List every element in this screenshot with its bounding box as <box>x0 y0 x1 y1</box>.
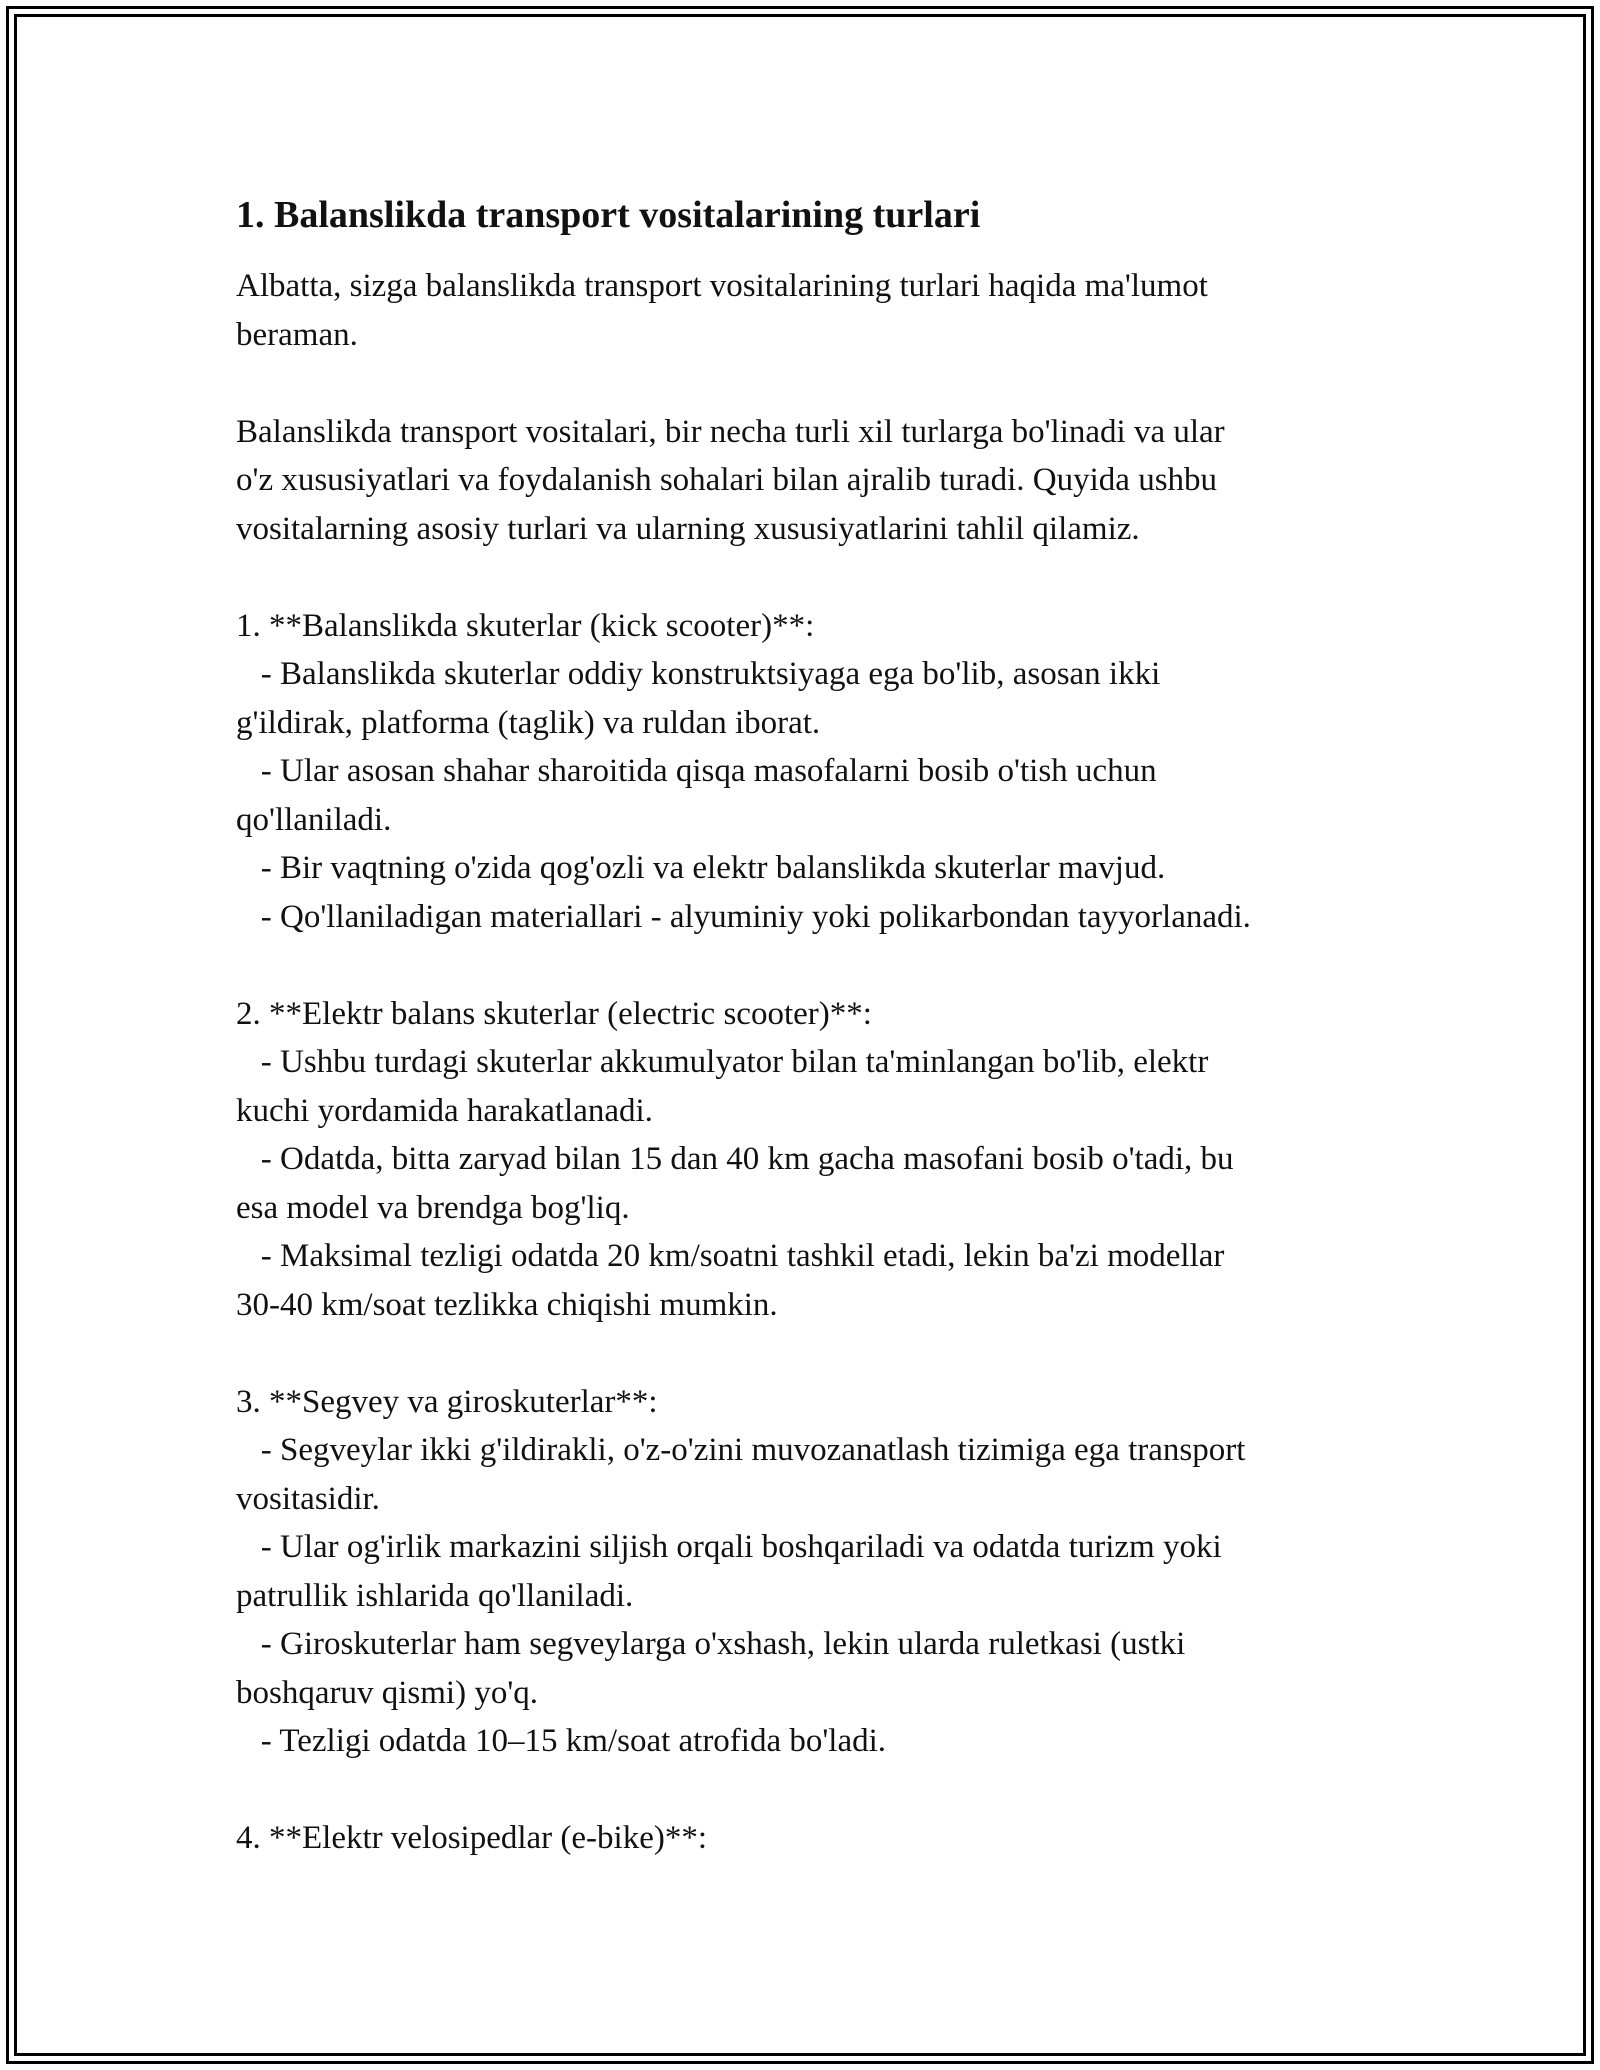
text-line: vositalarning asosiy turlari va ularning xususiyatlarini tahlil qilamiz. <box>236 510 1140 547</box>
text-line: 4. **Elektr velosipedlar (e-bike)**: <box>236 1820 708 1856</box>
text-line: - Qo'llaniladigan materiallari - alyuminiy yoki polikarbondan tayyorlanadi. <box>236 898 1251 935</box>
text-line: 1. **Balanslikda skuterlar (kick scooter)**: <box>236 607 815 644</box>
text-line: - Segveylar ikki g'ildirakli, o'z-o'zini muvozanatlash tizimiga ega transport <box>236 1432 1246 1468</box>
text-line: g'ildirak, platforma (taglik) va ruldan iborat. <box>236 704 821 741</box>
text-line: 30-40 km/soat tezlikka chiqishi mumkin. <box>236 1286 778 1323</box>
text-line: patrullik ishlarida qo'llaniladi. <box>236 1577 634 1614</box>
text-line: esa model va brendga bog'liq. <box>236 1189 630 1226</box>
text-line: beraman. <box>236 316 358 353</box>
text-line: - Ular asosan shahar sharoitida qisqa masofalarni bosib o'tish uchun <box>236 753 1157 789</box>
text-line: kuchi yordamida harakatlanadi. <box>236 1092 653 1129</box>
blank-line <box>236 359 1416 408</box>
text-line: - Ushbu turdagi skuterlar akkumulyator bilan ta'minlangan bo'lib, elektr <box>236 1044 1209 1080</box>
text-line: - Odatda, bitta zaryad bilan 15 dan 40 km gacha masofani bosib o'tadi, bu <box>236 1141 1234 1177</box>
text-line: Balanslikda transport vositalari, bir necha turli xil turlarga bo'linadi va ular <box>236 413 1225 450</box>
text-line: Albatta, sizga balanslikda transport vositalarining turlari haqida ma'lumot <box>236 268 1208 304</box>
text-line: - Balanslikda skuterlar oddiy konstruktsiyaga ega bo'lib, asosan ikki <box>236 656 1161 692</box>
text-line: - Giroskuterlar ham segveylarga o'xshash, lekin ularda ruletkasi (ustki <box>236 1626 1186 1662</box>
blank-line <box>236 1766 1416 1815</box>
text-line: 2. **Elektr balans skuterlar (electric scooter)**: <box>236 995 872 1032</box>
document-body <box>236 190 1416 1863</box>
text-line: - Ular og'irlik markazini siljish orqali boshqariladi va odatda turizm yoki <box>236 1529 1222 1565</box>
text-line: - Bir vaqtning o'zida qog'ozli va elektr balanslikda skuterlar mavjud. <box>236 850 1166 886</box>
text-line: - Maksimal tezligi odatda 20 km/soatni tashkil etadi, lekin ba'zi modellar <box>236 1238 1225 1274</box>
text-line: qo'llaniladi. <box>236 801 392 838</box>
text-line: boshqaruv qismi) yo'q. <box>236 1674 539 1711</box>
document-lines <box>236 262 1416 1863</box>
text-line: vositasidir. <box>236 1480 380 1517</box>
text-line: - Tezligi odatda 10–15 km/soat atrofida bo'ladi. <box>236 1723 887 1759</box>
text-line: o'z xususiyatlari va foydalanish sohalari bilan ajralib turadi. Quyida ushbu <box>236 462 1218 498</box>
document-heading: 1. Balanslikda transport vositalarining turlari <box>236 194 981 236</box>
blank-line <box>236 941 1416 990</box>
text-line: 3. **Segvey va giroskuterlar**: <box>236 1383 658 1420</box>
blank-line <box>236 553 1416 602</box>
blank-line <box>236 1329 1416 1378</box>
